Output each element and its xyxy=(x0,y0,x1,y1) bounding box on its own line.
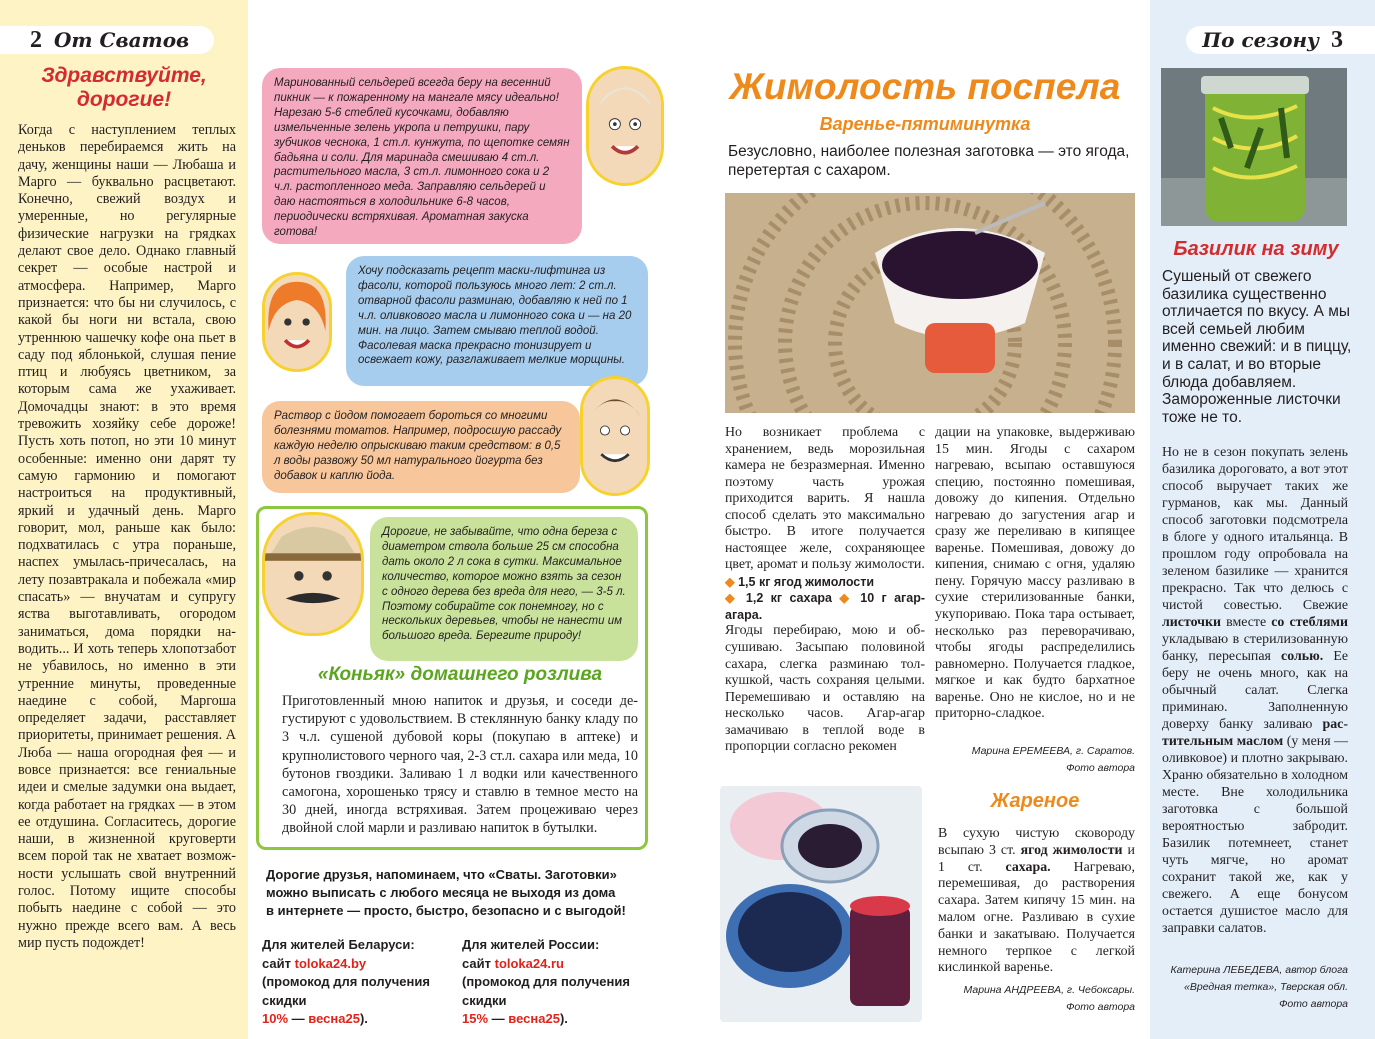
intro-text xyxy=(18,122,236,952)
text: укладываю в стерилизованную банку, пересыпая xyxy=(1162,632,1348,664)
bullet-icon: ◆ xyxy=(839,591,853,606)
article-column-2: дации на упаковке, выдерживаю 15 мин. Ягоды с сахаром нагреваю, всыпаю оставшуюся специю, постоянно помешивая, довожу до кипения. Отдельно нагреваю до загустения агар и сразу же переливаю в кипящее варенье. Помешивая, довожу до кипения, снимаю с огня, удаляю пену. Горячую массу разливаю в сухие стерилизованные банки, укупориваю. Пока тара остывает, несколько раз переворачиваю, чтобы ягоды распределились равномерно. Получается гладкое, мягкое и как будто бархатное варенье. Оно не кислое, но и не приторно-сладкое. xyxy=(935,425,1135,722)
article-paragraph: Ягоды перебираю, мою и обсушиваю. Засыпаю половиной сахара, слегка разминаю толкушкой, часть сохраняя целыми. Перемешиваю и оставляю на несколько часов. Агар-агар замачиваю в теплой воде в пропорции согласно рекомен xyxy=(725,623,925,755)
article-paragraph: Но возникает проблема с хранением, ведь морозильная камера не безразмерная. Именно поэтому часть урожая приходится варить. Я нашла способ сделать это максимально быстро. В итоге получается настоящее желе, сохраняющее цвет, аромат и пользу жимолости. xyxy=(725,425,925,573)
old-man-avatar xyxy=(580,376,650,496)
fried-title: Жареное xyxy=(990,790,1080,812)
promo-code-belarus: весна25 xyxy=(308,1011,360,1026)
page-header-left xyxy=(0,26,214,54)
tip-bubble-bean-mask: Хочу подсказать рецепт маски-лифтинга из фасоли, которой пользуюсь много лет: 2 ст.л. отварной фасоли разминаю, добавляю к ней по 1 ч.л. оливкового масла и лимонного сока и — на 20 мин. на лицо. Затем смываю теплой водой. Фасолевая маска прекрасно тонизирует и освежает кожу, разглаживает мелкие морщины. xyxy=(346,256,648,386)
fried-author xyxy=(938,982,1135,1016)
tip-bubble-tomato-iodine: Раствор с йодом помогает бороться со многими болезнями томатов. Например, подросшую рассаду каждую неделю опрыскиваю таким средством: в 0,5 л воды развожу 50 мл натурального йогурта без добавок и каплю йода. xyxy=(262,401,580,493)
photo-credit: Фото автора xyxy=(1066,762,1135,774)
basil-lead: Сушеный от свежего базилика существенно отличается по вкусу. А мы всей семьей любим именно свежий: и в пиццу, и в салат, и во вторые блюда добавляем. Замороженные листочки тоже не то. xyxy=(1162,268,1352,426)
intro-paragraph: Когда с наступлением теплых деньков перебираемся жить на дачу, женщины наши — Любаша и Марго — буквально расцветают. Конечно, свежий воздух и умеренные, но регулярные физические нагрузки на грядках делают свое дело. Однако главный секрет — особые настрой и атмосфера. Например, Марго признается: что бы ни случилось, с какой бы ноги ни встала, свою утреннюю чашечку кофе она пьет в саду под яблонькой, слушая пение птиц и любуясь цветником, за которым сама же ухаживает. Домочадцы знают: в это время тревожить хозяйку себе дороже! Пусть хоть потоп, но эти 10 минут особенные: именно они дарят ту самую гармонию и помогают настроиться на продуктивный, яркий и удачный день. Марго говорит, мол, раньше как было: подхватилась с утра пораньше, наспех умылась-причесалась, на лету позавтракала и побежала «мир спасать» — внучатам и супругу яства выготавливать, огородом заниматься, дома порядки наводить... И хоть теперь хлопотзабот не убавилось, но именно в эти утренние минуты, проведенные наедине с собой, Маргоша определяет задачи, расставляет приоритеты, принимает решения. А Люба — наша огородная фея — и вовсе признается: все гениальные идеи и смелые задумки она выдает, когда работает на грядках — в этом ее отдушина. Согласитесь, дорогие наши, в жизненной круговерти всем порой так не хватает возможности услышать свой внутренний голос. Потому ищите способы побыть наедине с собой — это нужно прежде всего вам. А весь мир пусть подождет! xyxy=(18,122,236,951)
ingredients-list xyxy=(725,574,925,624)
text: Нагреваю, перемешивая, до растворения сахара. Затем кипячу 15 мин. на малом огне. Разливаю в сухие банки и закатываю. Получается немного терпкое с легкой кислинкой варенье. xyxy=(938,859,1135,976)
author-name: Марина ЕРЕМЕЕВА, г. Саратов. xyxy=(971,745,1135,757)
bold-text: ягод жимолости xyxy=(1020,842,1123,858)
text: (у меня — оливковое) и плотно закрываю. Храню обязательно в холодном месте. Вне холодильника заготовка с большой вероятностью забродит. Базилик потемнеет, станет чуть мягче, но аромат сохранит такой же, как у свежего. А еще бонусом остается душистое масло для заправки салатов. xyxy=(1162,734,1348,936)
promo-line-2: в интернете — просто, быстро, безопасно и с выгодой! xyxy=(266,903,626,918)
fried-text xyxy=(938,826,1135,977)
section-title: По сезону xyxy=(1202,28,1319,52)
tip-bubble-celery: Маринованный сельдерей всегда беру на весенний пикник — к пожаренному на мангале мясу идеально! Нарезаю 5-6 стеблей кусочками, добавляю измельченные зелень укропа и петрушки, пару зубчиков чеснока, 1 ст.л. кунжута, по щепотке семян бадьяна и соли. Для маринада смешиваю 4 ст.л. растительного масла, 3 ст.л. лимонного сока и 2 ч.л. растопленного меда. Заправляю сельдерей и даю настояться в холодильнике 6-8 часов, периодически встряхивая. Ароматная закуска готова! xyxy=(262,68,582,244)
cognac-title: «Коньяк» домашнего розлива xyxy=(317,664,603,685)
bold-text: листочки xyxy=(1162,615,1222,630)
redhead-woman-avatar xyxy=(262,272,332,372)
promo-belarus xyxy=(262,936,454,1029)
honeysuckle-photo xyxy=(720,786,922,1022)
dash: — xyxy=(491,1011,505,1026)
jam-bowl-photo xyxy=(725,193,1135,413)
basil-title: Базилик на зиму xyxy=(1173,238,1339,260)
basil-jar-photo xyxy=(1161,68,1347,226)
grandma-avatar xyxy=(586,66,664,186)
discount-belarus: 10% xyxy=(262,1011,289,1026)
dash: — xyxy=(291,1011,305,1026)
bullet-icon: ◆ xyxy=(725,591,739,606)
basil-author xyxy=(1160,962,1348,1013)
text: и 1 ст. xyxy=(938,842,1135,875)
closing-paren: ). xyxy=(559,1011,568,1026)
site-label: сайт xyxy=(262,955,291,971)
mustache-man-avatar xyxy=(262,512,364,636)
cognac-text: Приготовленный мною напиток и друзья, и соседи дегустируют с удовольствием. В стеклянную банку кладу по 3 ч.л. сушеной дубовой коры (покупаю в аптеке) и крупнолистового черного чая, 2-3 ст.л. сахара или меда, 10 бутонов гвоздики. Заливаю 1 л водки или качественного самогона, хорошенько трясу и ставлю в темное место на 30 дней, иногда встряхивая. Затем процеживаю через двойной слой марли и разливаю напиток в бутылки. xyxy=(282,693,638,837)
author-name: Катерина ЛЕБЕДЕВА, автор блога «Вредная тетка», Тверская обл. xyxy=(1170,964,1348,993)
basil-text xyxy=(1162,444,1348,937)
discount-russia: 15% xyxy=(462,1011,489,1026)
ingredient: 1,2 кг сахара xyxy=(745,591,832,606)
ingredient: 1,5 кг ягод жимолости xyxy=(738,574,875,589)
tip-bubble-birch-sap: Дорогие, не забывайте, что одна береза с диаметром ствола больше 25 см способна дать около 2 л сока в сутки. Максимальное количество, которое можно взять за сезон с одного дерева без вреда для него, — 3-5 л. Поэтому собирайте сок понемногу, но с нескольких деревьев, чтобы не нанести им большого вреда. Берегите природу! xyxy=(370,517,638,661)
text: Но не в сезон покупать зелень базилика дороговато, а вот этот способ выручает таких же гурманов, как мы. Данный способ заготовки подсмотрела в блоге у одного итальянца. В прошлом году опробовала на зеленом базилике — хранится прекрасно. Так что делюсь с чистой совестью. Свежие xyxy=(1162,445,1348,613)
closing-paren: ). xyxy=(359,1011,368,1026)
author-name: Марина АНДРЕЕВА, г. Чебоксары. xyxy=(963,984,1135,996)
bold-text: сахара. xyxy=(1005,859,1051,875)
photo-credit: Фото автора xyxy=(1279,998,1348,1010)
bold-text: со стеблями xyxy=(1271,615,1348,630)
promo-note: (промокод для получения скидки xyxy=(262,974,430,1008)
section-title: От Сватов xyxy=(54,28,190,52)
site-link-russia[interactable]: toloka24.ru xyxy=(494,955,564,971)
promo-russia xyxy=(462,936,652,1029)
site-link-belarus[interactable]: toloka24.by xyxy=(294,955,367,971)
text: вместе xyxy=(1226,615,1267,630)
bold-text: растительным маслом xyxy=(1162,717,1348,749)
promo-code-russia: весна25 xyxy=(508,1011,560,1026)
article-lead: Безусловно, наиболее полезная заготовка — это ягода, перетертая с сахаром. xyxy=(728,143,1130,179)
article-column-1 xyxy=(725,425,925,756)
article-author xyxy=(935,743,1135,777)
article-title: Жимолость поспела xyxy=(729,66,1121,107)
ingredient: 10 г агар-агара. xyxy=(725,591,926,622)
bold-text: солью. xyxy=(1281,649,1324,664)
text: Ее беру не очень много, как на обычный салат. Слегка приминаю. Заполненную доверху банку заливаю xyxy=(1162,649,1348,732)
promo-russia-title: Для жителей России: xyxy=(462,937,600,952)
site-label: сайт xyxy=(462,955,491,971)
page-number: 2 xyxy=(30,26,42,53)
text: В сухую чистую сковороду всыпаю 3 ст. xyxy=(938,826,1135,858)
subscription-promo xyxy=(266,866,642,920)
promo-line-1: Дорогие друзья, напоминаем, что «Сваты. Заготовки» можно выписать с любого месяца не выходя из дома xyxy=(266,867,617,900)
article-subtitle: Варенье-пятиминутка xyxy=(819,114,1031,134)
page-header-right xyxy=(1186,26,1375,54)
bullet-icon: ◆ xyxy=(725,574,735,589)
greeting-heading: Здравствуйте, дорогие! xyxy=(41,64,207,111)
photo-credit: Фото автора xyxy=(1066,1001,1135,1013)
promo-belarus-title: Для жителей Беларуси: xyxy=(262,937,415,952)
page-number: 3 xyxy=(1331,26,1343,53)
promo-note: (промокод для получения скидки xyxy=(462,974,630,1008)
